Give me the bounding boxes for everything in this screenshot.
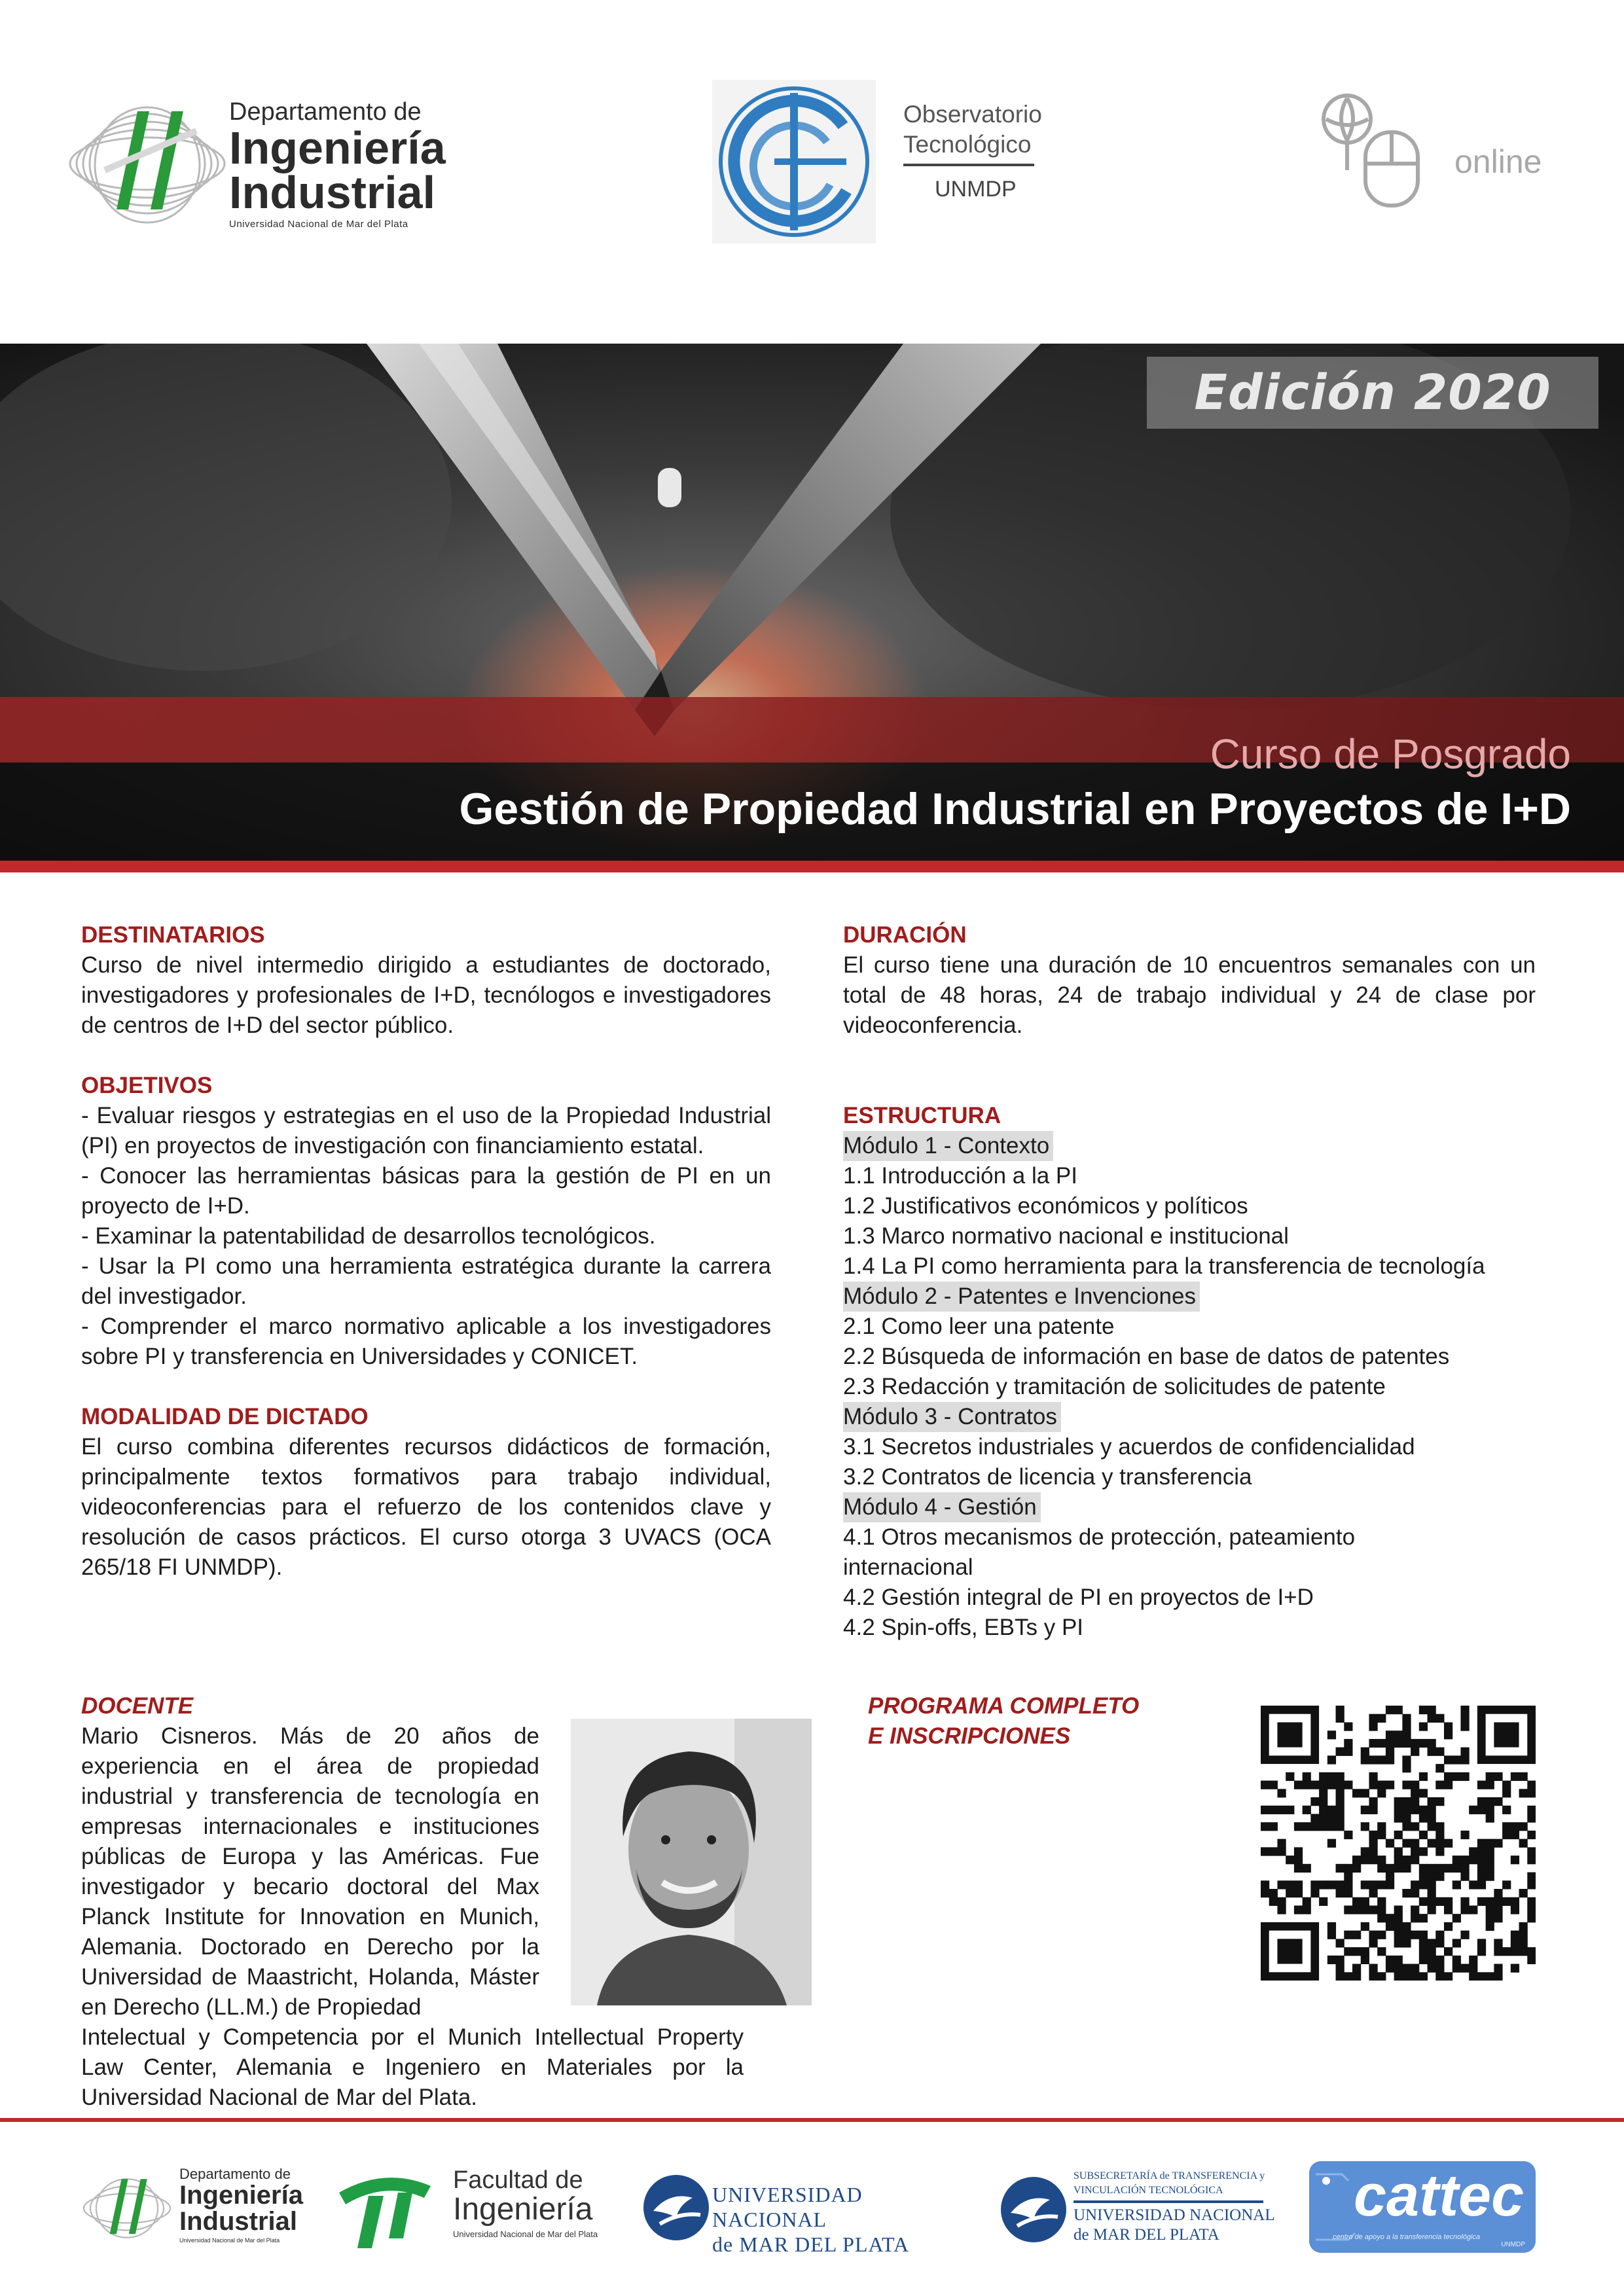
objetivos-heading: OBJETIVOS: [81, 1073, 213, 1098]
modalidad-text: El curso combina diferentes recursos didácticos de formación, principalmente textos formativos para trabajo individual, videoconferencias para el refuerzo de los contenidos clave y resolución de casos prácticos. El curso otorga 3 UVACS (OCA 265/18 FI UNMDP).: [81, 1434, 771, 1580]
footer-cattec-logo: [1309, 2161, 1536, 2253]
footer-facultad-logo: [333, 2164, 621, 2255]
facultad-line1: Facultad de: [453, 2166, 583, 2194]
edition-badge: Edición 2020: [1147, 357, 1598, 429]
module-item: 2.2 Búsqueda de información en base de datos de patentes: [843, 1344, 1450, 1369]
cattec-name: cattec: [1354, 2163, 1525, 2229]
footer-divider: [0, 2118, 1624, 2122]
objetivo-item: - Examinar la patentabilidad de desarrollos tecnológicos.: [81, 1223, 656, 1249]
observatorio-line1: Observatorio: [903, 101, 1042, 128]
programa-line1: PROGRAMA COMPLETO: [868, 1693, 1140, 1719]
observatorio-line2: Tecnológico: [903, 131, 1032, 158]
module-item: 3.1 Secretos industriales y acuerdos de confidencialidad: [843, 1434, 1415, 1460]
footer-dept-logo: [81, 2162, 304, 2254]
left-column: [81, 920, 771, 1583]
unmdp-line2: de MAR DEL PLATA: [712, 2233, 910, 2256]
module-2: [843, 1282, 1536, 1402]
unmdp-wave-icon: [640, 2172, 712, 2244]
online-mouse-icon: [1320, 92, 1451, 209]
footer-dept-line1: Departamento de: [179, 2166, 291, 2182]
module-item: 4.2 Gestión integral de PI en proyectos de I+D: [843, 1585, 1314, 1610]
module-item: 2.3 Redacción y tramitación de solicitudes de patente: [843, 1374, 1386, 1399]
module-item: 1.3 Marco normativo nacional e institucional: [843, 1223, 1289, 1249]
facultad-line3: Universidad Nacional de Mar del Plata: [453, 2229, 598, 2239]
hero-banner: [0, 344, 1624, 872]
module-4: [843, 1492, 1536, 1643]
qr-code[interactable]: [1261, 1706, 1536, 1981]
programa-line2: E INSCRIPCIONES: [868, 1723, 1071, 1749]
module-1: [843, 1131, 1536, 1282]
observatorio-divider: [903, 164, 1034, 166]
footer-dept-mark-icon: [81, 2162, 173, 2254]
right-column: [843, 920, 1536, 1643]
subsecretaria-line3: UNIVERSIDAD NACIONAL: [1074, 2206, 1275, 2224]
dept-logo-line3: Industrial: [229, 167, 436, 218]
dept-logo-line2: Ingeniería: [229, 122, 446, 173]
unmdp-line1: UNIVERSIDAD NACIONAL: [712, 2183, 863, 2231]
destinatarios-heading: DESTINATARIOS: [81, 922, 265, 948]
module-title: Módulo 2 - Patentes e Invenciones: [843, 1282, 1200, 1312]
facultad-mark-icon: [333, 2166, 437, 2251]
duracion-text: El curso tiene una duración de 10 encuentros semanales con un total de 48 horas, 24 de trabajo individual y 24 de clase por videoconferencia.: [843, 952, 1536, 1038]
objetivo-item: - Evaluar riesgos y estrategias en el uso de la Propiedad Industrial (PI) en proyectos de investigación con financiamiento estatal.: [81, 1103, 771, 1158]
modalidad-heading: MODALIDAD DE DICTADO: [81, 1404, 369, 1429]
observatorio-line3: UNMDP: [935, 177, 1017, 202]
docente-heading: DOCENTE: [81, 1693, 194, 1719]
footer-dept-line2: Ingeniería: [179, 2181, 303, 2210]
observatorio-emblem-icon: [712, 80, 876, 243]
cattec-org: UNMDP: [1501, 2241, 1525, 2248]
footer-subsecretaria-logo: [998, 2166, 1299, 2251]
qr-code-icon[interactable]: [1261, 1706, 1536, 1981]
subsecretaria-line2: VINCULACIÓN TECNOLÓGICA: [1074, 2185, 1223, 2196]
module-item: 1.2 Justificativos económicos y políticos: [843, 1193, 1248, 1219]
module-item: 4.2 Spin-offs, EBTs y PI: [843, 1615, 1084, 1640]
dept-logo-line1: Departamento de: [229, 98, 422, 126]
subsecretaria-line4: de MAR DEL PLATA: [1074, 2226, 1219, 2244]
course-title: Gestión de Propiedad Industrial en Proyectos de I+D: [459, 784, 1571, 834]
subsecretaria-line1: SUBSECRETARÍA de TRANSFERENCIA y: [1074, 2170, 1265, 2181]
estructura-heading: ESTRUCTURA: [843, 1103, 1001, 1128]
observatorio-tecnologico-logo: [712, 80, 1066, 243]
online-label: online: [1454, 143, 1542, 180]
footer-dept-line4: Universidad Nacional de Mar del Plata: [179, 2237, 280, 2244]
observatorio-text: [903, 99, 1042, 160]
docente-text-full: Intelectual y Competencia por el Munich Intellectual Property Law Center, Alemania e Ingeniero en Materiales por la Universidad Nacional de Mar del Plata.: [81, 2024, 744, 2110]
module-item: 1.1 Introducción a la PI: [843, 1163, 1077, 1189]
course-type: Curso de Posgrado: [1210, 730, 1571, 778]
programa-section: [868, 1691, 1261, 1751]
dept-logo-line4: Universidad Nacional de Mar del Plata: [229, 219, 408, 230]
module-title: Módulo 3 - Contratos: [843, 1402, 1061, 1432]
module-item: 4.1 Otros mecanismos de protección, pateamiento internacional: [843, 1524, 1356, 1580]
objetivo-item: - Conocer las herramientas básicas para la gestión de PI en un proyecto de I+D.: [81, 1163, 771, 1219]
online-logo: [1320, 92, 1568, 209]
module-title: Módulo 1 - Contexto: [843, 1131, 1053, 1161]
module-title: Módulo 4 - Gestión: [843, 1492, 1041, 1522]
dept-ingenieria-industrial-logo: [65, 85, 445, 242]
module-item: 2.1 Como leer una patente: [843, 1314, 1115, 1339]
objetivo-item: - Usar la PI como una herramienta estratégica durante la carrera del investigador.: [81, 1253, 771, 1309]
duracion-heading: DURACIÓN: [843, 922, 967, 948]
module-item: 1.4 La PI como herramienta para la transferencia de tecnología: [843, 1253, 1485, 1279]
destinatarios-text: Curso de nivel intermedio dirigido a estudiantes de doctorado, investigadores y profesionales de I+D, tecnólogos e investigadores de centros de I+D del sector público.: [81, 952, 771, 1038]
facultad-line2: Ingeniería: [453, 2192, 593, 2227]
subsecretaria-wave-icon: [998, 2170, 1070, 2249]
docente-portrait-icon: [571, 1719, 812, 2005]
footer-dept-line3: Industrial: [179, 2207, 298, 2236]
dept-logo-text: [229, 98, 446, 230]
module-3: [843, 1402, 1536, 1492]
docente-text-wrapped: Mario Cisneros. Más de 20 años de experiencia en el área de propiedad industrial y transferencia de tecnología en empresas internacionales e instituciones públicas de Europa y las Américas. Fue investigador y becario doctoral del Max Planck Institute for Innovation en Munich, Alemania. Doctorado en Derecho por la Universidad de Maastricht, Holanda, Máster en Derecho (LL.M.) de Propiedad: [81, 1723, 539, 2020]
docente-photo: [571, 1719, 812, 2005]
objetivo-item: - Comprender el marco normativo aplicable a los investigadores sobre PI y transferencia en Universidades y CONICET.: [81, 1314, 771, 1369]
module-item: 3.2 Contratos de licencia y transferencia: [843, 1464, 1252, 1490]
footer-unmdp-logo: [640, 2172, 954, 2256]
dept-logo-mark-icon: [65, 85, 229, 242]
cattec-tagline: centro de apoyo a la transferencia tecnológica: [1333, 2233, 1481, 2241]
